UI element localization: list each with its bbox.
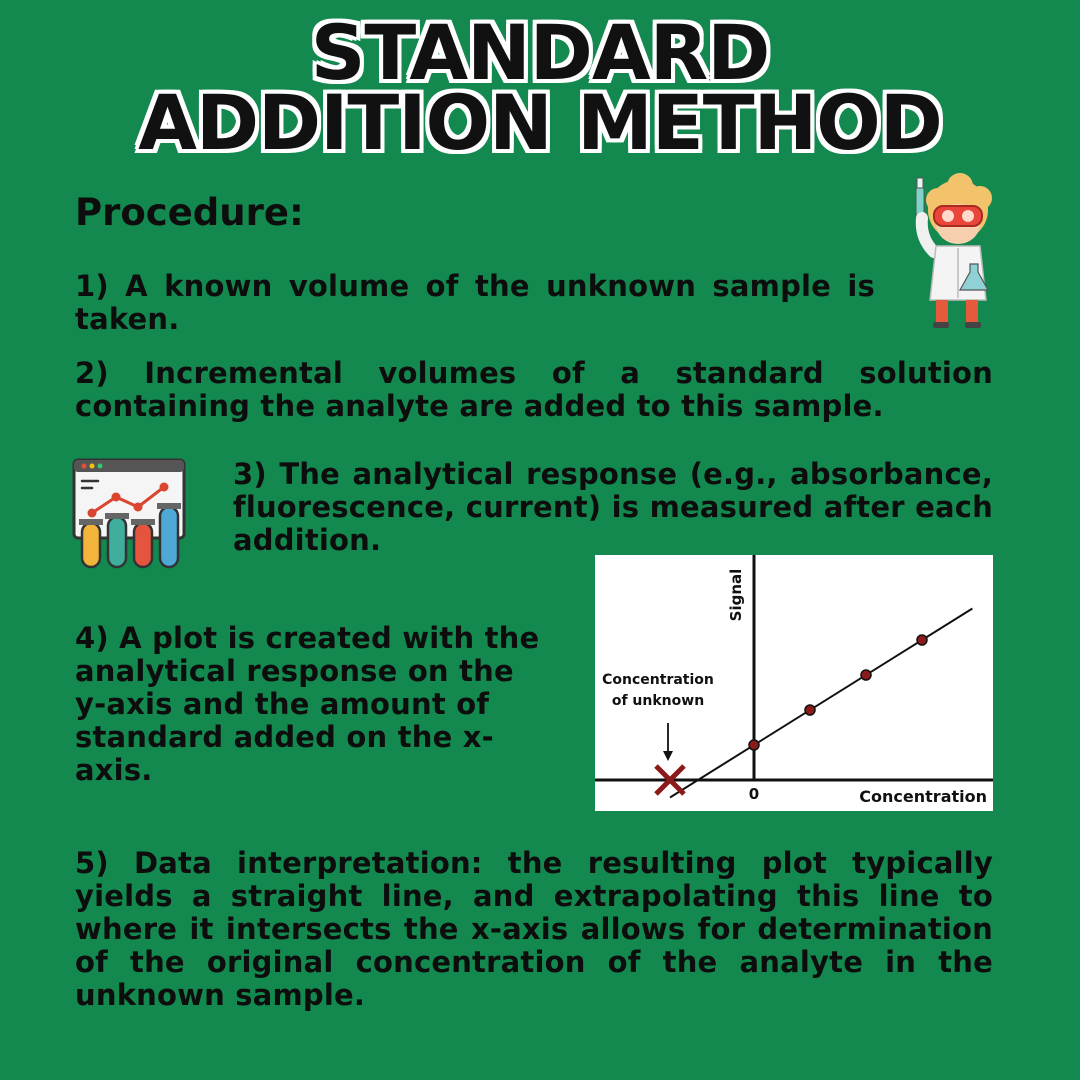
page-title [0,8,1080,167]
standard-addition-chart [595,555,993,811]
annotation-line-2: of unknown [611,693,705,709]
step-1-text: 1) A known volume of the unknown sample is taken. [75,269,875,336]
scientist-icon [900,168,1010,333]
step-5-text: 5) Data interpretation: the resulting plot typically yields a straight line, and extrapolating this line to where it intersects the x-axis allows for determination of the original concentration of the analyte in the unknown sample. [75,846,993,1012]
procedure-heading: Procedure: [75,191,304,234]
annotation-arrowhead [663,751,673,761]
data-point-0 [749,740,759,750]
data-point-3 [917,635,927,645]
data-point-1 [805,705,815,715]
analytics-tubes-icon [72,457,187,572]
step-4-text: 4) A plot is created with the analytical response on the y-axis and the amount of standard added on the x-axis. [75,621,540,787]
x-axis-label: Concentration [859,787,987,806]
annotation-line-1: Concentration [602,672,714,688]
step-2-text: 2) Incremental volumes of a standard solution containing the analyte are added to this sample. [75,356,993,423]
fit-line [670,609,972,798]
chart-svg [595,555,993,811]
data-point-2 [861,670,871,680]
title-line-1: STANDARD [310,8,770,97]
title-line-2: ADDITION METHOD [138,78,942,167]
x-tick-0: 0 [748,785,760,803]
step-3-text: 3) The analytical response (e.g., absorbance, fluorescence, current) is measured after each addition. [233,457,993,557]
y-axis-label: Signal [727,568,745,622]
